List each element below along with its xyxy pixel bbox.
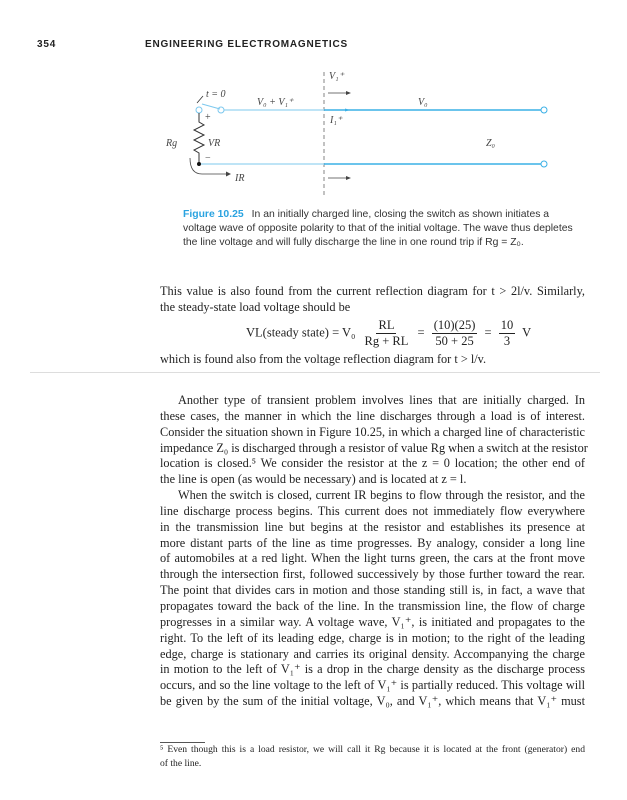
label-i1-plus: I₁⁺ [330,115,343,126]
node-dot [197,162,201,166]
eq-lhs: VL(steady state) = V₀ [246,325,356,340]
text-line: Another type of transient problem involves lines that are initially charged. In [178,393,585,407]
fraction [432,318,478,349]
switch-arrow [197,96,203,103]
switch-pivot [218,107,224,113]
label-v0: V₀ [418,97,428,108]
body-text [160,393,588,710]
equals: = [417,325,425,340]
resistor-icon [194,113,204,164]
numerator: (10)(25) [433,318,476,332]
text-line: propagates toward the back of the line. In the transmission line, the flow of charge [160,598,585,613]
text-line: edge, charge is stationary and carries its original density. Accompanying the charge [160,646,585,661]
text-line: impedance Z₀ is discharged through a resistor of value Rg when a switch at the resistor [160,440,588,455]
equals: = [484,325,492,340]
footnote-line: of the line. [160,758,202,769]
text-line: line discharge process begins. This current does not immediately flow everywhere [160,503,585,518]
text-line: through the intersection first, followed successively by those further toward the rear. [160,567,585,582]
label-vr: VR [208,138,221,149]
label-plus: + [205,112,211,123]
text-line: This value is also found from the current reflection diagram for t > 2l/v. Similarly, [160,284,585,298]
text-line: progresses in a similar way. A voltage wave, V₁⁺, is initiated and propagates to the [160,614,585,629]
figure-caption [183,208,583,250]
denominator: 3 [503,334,511,348]
label-minus: − [205,153,211,164]
text-line: occurs, and so the line voltage to the left of V₁⁺ is partially reduced. This voltage will [160,678,585,693]
text-line: these cases, the manner in which the line discharges through a load is of interest. [160,408,585,423]
intro-after [160,352,585,368]
denominator: 50 + 25 [435,334,474,348]
switch-terminal [196,107,202,113]
intro-text [160,284,585,316]
current-arrowhead [345,109,350,112]
footnote [160,743,585,771]
numerator: RL [378,318,395,332]
divider [30,372,600,373]
denominator: Rg + RL [364,334,409,348]
label-v0-plus-v1: V₀ + V₁⁺ [257,97,294,108]
unit: V [522,325,532,340]
text-line: The point that divides cars in motion and those standing still is, in fact, a wave that [160,583,585,598]
text-line: the steady-state load voltage should be [160,299,351,314]
text-line: location is closed.⁵ We consider the resistor at the z = 0 location; the other end of [160,456,585,471]
caption-text: In an initially charged line, closing the switch as shown initiates a voltage wave of opposite polarity to that of the initial voltage. The wave thus depletes the line voltage and will fully discharge the line in one round trip if Rg = Z₀. [183,209,573,248]
label-v1-plus: V₁⁺ [329,71,344,82]
text-line: right. To the left of its leading edge, charge is in motion; to the right of the leading [160,630,585,645]
text-line: in the transmission line but begins at the resistor and establishes its presence at [160,519,585,534]
text-line: in motion to the left of V₁⁺ is a drop in the charge density as the discharge process [160,662,585,677]
text-line: Consider the situation shown in Figure 10.25, in which a charged line of characteristic [160,424,585,439]
switch-blade [202,104,220,109]
label-switch-time: t = 0 [206,89,226,100]
text-line: of automobiles at a red light. When the light turns green, the cars at the front move [160,551,585,566]
fraction [363,318,411,349]
fraction [499,318,516,349]
text-line: When the switch is closed, current IR begins to flow through the resistor, and the [178,488,585,503]
numerator: 10 [500,318,514,332]
open-end-top [541,107,547,113]
equation [246,318,531,349]
label-rg: Rg [166,138,178,149]
text-line: the line is open (as would be necessary) and is located at z = l. [160,472,467,487]
footnote-line: ⁵ Even though this is a load resistor, we will call it Rg because it is located at the front (generator) end [160,744,585,755]
page-number: 354 [37,39,57,50]
running-title: ENGINEERING ELECTROMAGNETICS [145,39,348,50]
text-line: be given by the sum of the initial voltage, V₀, and V₁⁺, which means that V₁⁺ must [160,694,585,709]
label-ir: IR [235,173,245,184]
text-line: which is found also from the voltage reflection diagram for t > l/v. [160,352,487,366]
transmission-line-figure [0,0,627,205]
caption-label: Figure 10.25 [183,209,244,220]
text-line: more distant parts of the line as time progresses. By analogy, consider a long line [160,535,585,550]
open-end-bottom [541,161,547,167]
label-z0: Z₀ [486,138,496,149]
